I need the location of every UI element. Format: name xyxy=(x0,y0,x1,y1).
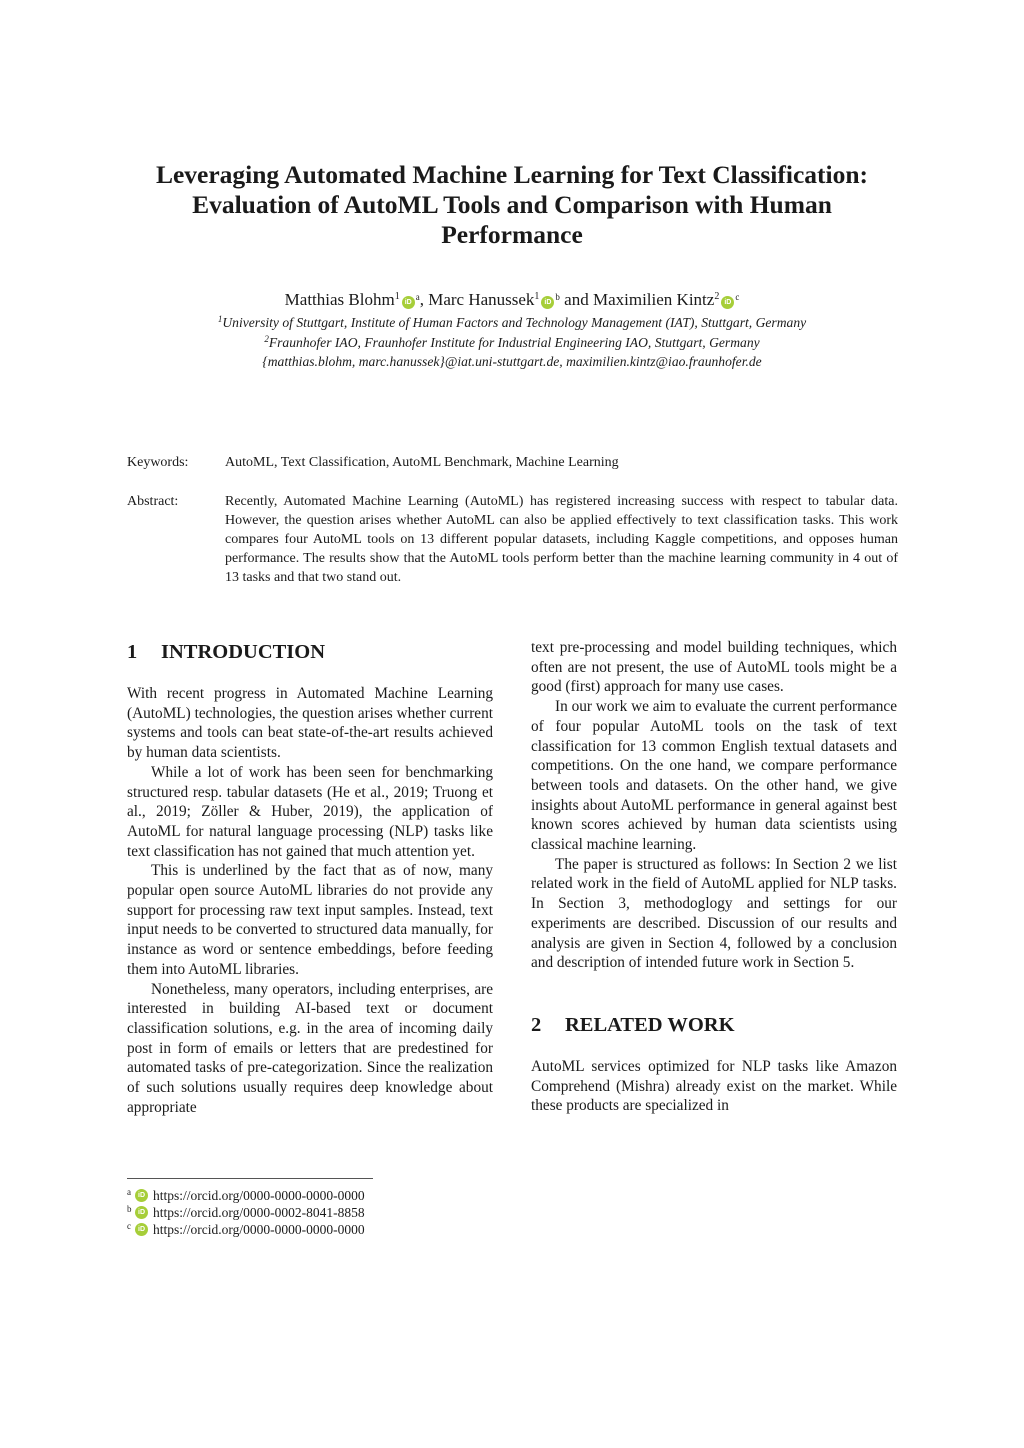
orcid-icon[interactable]: iD xyxy=(402,296,415,309)
footnote-label: c xyxy=(127,1221,131,1231)
footnote-rule xyxy=(127,1178,373,1179)
paragraph: With recent progress in Automated Machine Learning (AutoML) technologies, the question arises whether current systems and tools can beat state-of-the-art results achieved by human data scientists. xyxy=(127,685,493,762)
paper-title xyxy=(120,160,904,250)
keywords-text: AutoML, Text Classification, AutoML Benchmark, Machine Learning xyxy=(225,455,619,470)
footnote-marker: b xyxy=(555,292,560,302)
affiliation-marker: 1 xyxy=(534,291,540,302)
author-name: Maximilien Kintz xyxy=(592,290,715,309)
right-column xyxy=(531,638,897,1116)
title-line: Evaluation of AutoML Tools and Comparison with Human xyxy=(192,190,832,219)
orcid-link[interactable]: https://orcid.org/0000-0000-0000-0000 xyxy=(153,1188,365,1203)
affiliation-text: University of Stuttgart, Institute of Human Factors and Technology Management (IAT), Stuttgart, Germany xyxy=(222,315,807,330)
section-heading-introduction xyxy=(127,640,493,664)
affiliation-sup: 1 xyxy=(217,314,223,324)
abstract-label: Abstract: xyxy=(127,494,179,509)
orcid-icon[interactable]: iD xyxy=(721,296,734,309)
affiliation-sup: 2 xyxy=(264,333,269,344)
affiliation-line xyxy=(100,333,924,353)
footnote-marker: c xyxy=(735,292,740,302)
paragraph: text pre-processing and model building techniques, which often are not present, the use of AutoML tools might be a good (first) approach for many use cases. xyxy=(531,639,897,696)
author-list: Matthias Blohm$^1$iD$^a$, Marc Hanussek$^1$iD$^b$ and Maximilien Kintz$^2$iD$^c$ xyxy=(284,290,740,309)
author-name: Marc Hanussek xyxy=(428,290,535,309)
orcid-icon: iD xyxy=(135,1206,148,1219)
orcid-icon: iD xyxy=(135,1223,148,1236)
paragraph: While a lot of work has been seen for benchmarking structured resp. tabular datasets (He et al., 2019; Truong et al., 2019; Zöller & Huber, 2019), the application of AutoML for natural language processing (NLP) tasks like text classification has not gained that much attention yet. xyxy=(127,763,493,860)
abstract-text: Recently, Automated Machine Learning (AutoML) has registered increasing success with respect to tabular data. However, the question arises whether AutoML can also be applied effectively to text classification tasks. This work compares four AutoML tools on 13 different popular datasets, including Kaggle competitions, and opposes human performance. The results show that the AutoML tools perform better than the machine learning community in 4 out of 13 tasks and that two stand out. xyxy=(225,494,898,585)
author-name: Matthias Blohm xyxy=(284,290,395,309)
section-title: RELATED WORK xyxy=(565,1013,735,1036)
footnote-label: b xyxy=(127,1204,132,1214)
affiliation-marker: 2 xyxy=(714,291,720,302)
footnote xyxy=(127,1204,365,1221)
footnote xyxy=(127,1187,365,1204)
affiliation-marker: 1 xyxy=(394,291,400,302)
section-number: 1 xyxy=(127,641,138,663)
affiliation-line xyxy=(100,313,924,333)
orcid-link[interactable]: https://orcid.org/0000-0000-0000-0000 xyxy=(153,1222,365,1237)
footnotes xyxy=(127,1187,365,1238)
orcid-icon[interactable]: iD xyxy=(541,296,554,309)
orcid-link[interactable]: https://orcid.org/0000-0002-8041-8858 xyxy=(153,1205,365,1220)
footnote-marker: a xyxy=(415,292,420,302)
title-line: Performance xyxy=(441,220,583,249)
author-conjunction: and xyxy=(564,290,589,309)
section-number: 2 xyxy=(531,1013,542,1036)
left-column xyxy=(127,640,493,1117)
paragraph: This is underlined by the fact that as of now, many popular open source AutoML libraries do not provide any support for processing raw text input samples. Instead, text input needs to be converted to structured data manually, for instance as word or sentence embeddings, before feeding them into AutoML libraries. xyxy=(127,862,493,978)
paragraph: AutoML services optimized for NLP tasks like Amazon Comprehend (Mishra) already exist on the market. While these products are specialized in xyxy=(531,1057,897,1115)
paragraph: In our work we aim to evaluate the current performance of four popular AutoML tools on the task of text classification for 13 common English textual datasets and competitions. On the one hand, we compare performance between tools and datasets. On the other hand, we give insights about AutoML performance in general against best known scores achieved by human data scientists using classical machine learning. xyxy=(531,698,897,854)
paragraph: The paper is structured as follows: In Section 2 we list related work in the field of AutoML applied for NLP tasks. In Section 3, methodoglogy and settings for our experiments are described. Discussion of our results and analysis are given in Section 4, followed by a conclusion and description of intended future work in Section 5. xyxy=(531,855,897,972)
footnote-label: a xyxy=(127,1187,131,1197)
affiliation-text: Fraunhofer IAO, Fraunhofer Institute for Industrial Engineering IAO, Stuttgart, Germany xyxy=(268,334,760,350)
keywords-label: Keywords: xyxy=(127,455,189,470)
paragraph: Nonetheless, many operators, including enterprises, are interested in building AI-based text or document classification solutions, e.g. in the area of incoming daily post in form of emails or letters that are predestined for automated tasks of pre-categorization. Since the realization of such solutions usually requires deep knowledge about appropriate xyxy=(127,980,493,1116)
section-title: INTRODUCTION xyxy=(161,641,326,663)
footnote xyxy=(127,1221,365,1238)
orcid-icon: iD xyxy=(135,1189,148,1202)
email-text: {matthias.blohm, marc.hanussek}@iat.uni-stuttgart.de, maximilien.kintz@iao.fraunhofer.de xyxy=(262,354,762,369)
affiliations xyxy=(100,313,924,372)
section-heading-related-work xyxy=(531,1013,897,1037)
title-line: Leveraging Automated Machine Learning for Text Classification: xyxy=(155,160,869,189)
email-line xyxy=(100,352,924,372)
